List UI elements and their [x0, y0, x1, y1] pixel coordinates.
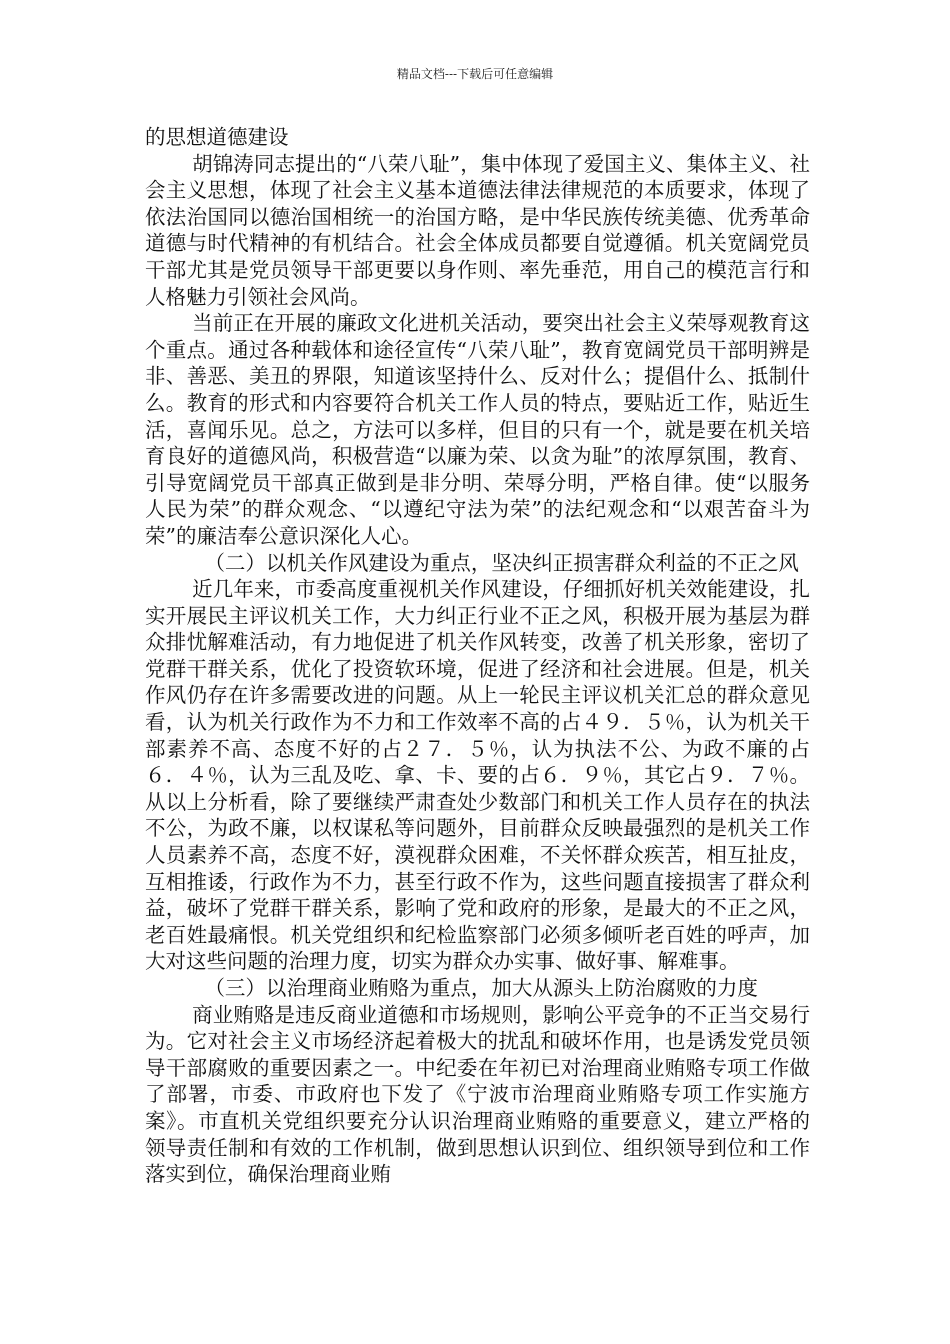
paragraph-eight-honors: 胡锦涛同志提出的“八荣八耻”，集中体现了爱国主义、集体主义、社会主义思想，体现了社会主义基本道德法律法律规范的本质要求，体现了依法治国同以德治国相统一的治国方略，是中华民族传统美德、优秀革命道德与时代精神的有机结合。社会全体成员都要自觉遵循。机关宽阔党员干部尤其是党员领导干部更要以身作则、率先垂范，用自己的模范言行和人格魅力引领社会风尚。	[145, 151, 810, 309]
paragraph-work-style: 近几年来，市委高度重视机关作风建设，仔细抓好机关效能建设，扎实开展民主评议机关工作，大力纠正行业不正之风，积极开展为基层为群众排忧解难活动，有力地促进了机关作风转变，改善了机关形象，密切了党群干群关系，优化了投资软环境，促进了经济和社会进展。但是，机关作风仍存在许多需要改进的问题。从上一轮民主评议机关汇总的群众意见看，认为机关行政作为不力和工作效率不高的占４９．５％，认为机关干部素养不高、态度不好的占２７．５％，认为执法不公、为政不廉的占６．４％，认为三乱及吃、拿、卡、要的占６．９％，其它占９．７％。从以上分析看，除了要继续严肃查处少数部门和机关工作人员存在的执法不公，为政不廉，以权谋私等问题外，目前群众反映最强烈的是机关工作人员素养不高，态度不好，漠视群众困难，不关怀群众疾苦，相互扯皮，互相推诿，行政作为不力，甚至行政不作为，这些问题直接损害了群众利益，破坏了党群干群关系，影响了党和政府的形象，是最大的不正之风，老百姓最痛恨。机关党组织和纪检监察部门必须多倾听老百姓的呼声，加大对这些问题的治理力度，切实为群众办实事、做好事、解难事。	[145, 577, 810, 974]
paragraph-continuation: 的思想道德建设	[145, 125, 289, 149]
paragraph-clean-culture: 当前正在开展的廉政文化进机关活动，要突出社会主义荣辱观教育这个重点。通过各种载体和途径宣传“八荣八耻”，教育宽阔党员干部明辨是非、善恶、美丑的界限，知道该坚持什么、反对什么；提倡什么、抵制什么。教育的形式和内容要符合机关工作人员的特点，要贴近工作，贴近生活，喜闻乐见。总之，方法可以多样，但目的只有一个，就是要在机关培育良好的道德风尚，积极营造“以廉为荣、以贪为耻”的浓厚氛围，教育、引导宽阔党员干部真正做到是非分明、荣辱分明，严格自律。使“以服务人民为荣”的群众观念、“以遵纪守法为荣”的法纪观念和“以艰苦奋斗为荣”的廉洁奉公意识深化人心。	[145, 311, 810, 548]
page-header: 精品文档---下载后可任意编辑	[396, 67, 554, 81]
document-body	[145, 124, 810, 1188]
section-heading-3: （三）以治理商业贿赂为重点，加大从源头上防治腐败的力度	[204, 976, 758, 1000]
paragraph-commercial-bribery: 商业贿赂是违反商业道德和市场规则，影响公平竞争的不正当交易行为。它对社会主义市场经济起着极大的扰乱和破坏作用，也是诱发党员领导干部腐败的重要因素之一。中纪委在年初已对治理商业贿赂专项工作做了部署，市委、市政府也下发了《宁波市治理商业贿赂专项工作实施方案》。市直机关党组织要充分认识治理商业贿赂的重要意义，建立严格的领导责任制和有效的工作机制，做到思想认识到位、组织领导到位和工作落实到位，确保治理商业贿	[145, 1002, 810, 1187]
section-heading-2: （二）以机关作风建设为重点，坚决纠正损害群众利益的不正之风	[204, 550, 799, 575]
